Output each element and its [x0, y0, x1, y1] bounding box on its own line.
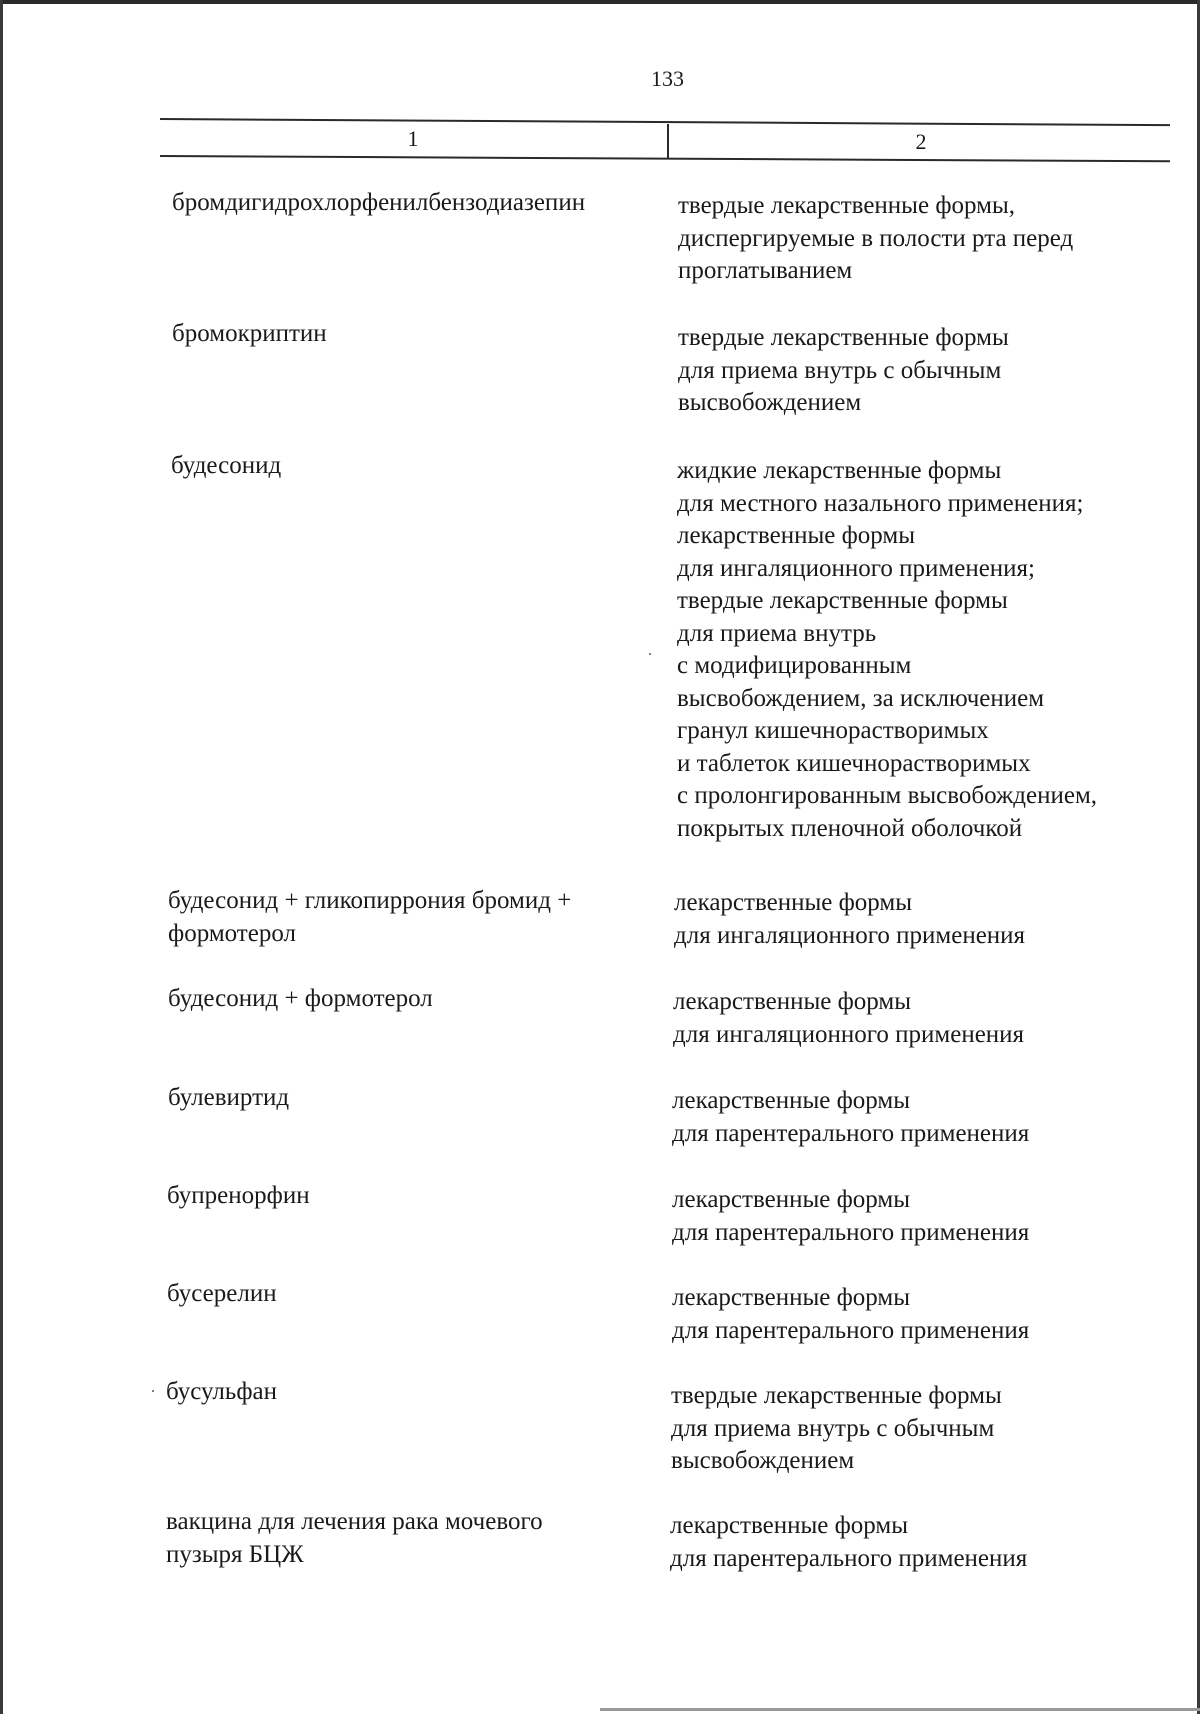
form-line: лекарственные формы [670, 1512, 909, 1539]
table-row-form [672, 1282, 1029, 1347]
table-row-name [166, 1506, 543, 1571]
form-line: для парентерального применения [672, 1119, 1030, 1147]
form-line: высвобождением [678, 389, 862, 416]
form-line: для парентерального применения [670, 1544, 1028, 1572]
name-line: вакцина для лечения рака мочевого [166, 1508, 543, 1535]
form-line: с пролонгированным высвобождением, [677, 782, 1098, 809]
scan-edge-top [0, 0, 1200, 4]
table-row-form [673, 986, 1024, 1051]
name-line: будесонид + гликопиррония бромид + [168, 887, 572, 914]
form-line: лекарственные формы [673, 988, 912, 1015]
table-row-form [678, 322, 1009, 420]
form-line: для местного назального применения; [677, 489, 1084, 517]
form-line: жидкие лекарственные формы [677, 457, 1002, 484]
table-row-form [677, 455, 1097, 845]
form-line: твердые лекарственные формы [671, 1382, 1002, 1409]
form-line: лекарственные формы [672, 1186, 911, 1213]
table-row-form [674, 887, 1025, 952]
table-row-name: бромокриптин [172, 320, 327, 347]
table-row-name: бупренорфин [167, 1182, 310, 1209]
table-row-form [672, 1085, 1029, 1150]
form-line: проглатыванием [678, 257, 853, 284]
table-row-name: бусульфан [166, 1378, 277, 1405]
form-line: твердые лекарственные формы [677, 587, 1008, 614]
table-row-name: бусерелин [167, 1280, 277, 1307]
form-line: покрытых пленочной оболочкой [677, 814, 1023, 842]
form-line: диспергируемые в полости рта перед [678, 224, 1074, 252]
form-line: твердые лекарственные формы, [678, 192, 1016, 219]
column-header-1: 1 [407, 126, 419, 151]
table-row-name: булевиртид [168, 1084, 290, 1111]
form-line: твердые лекарственные формы [678, 324, 1009, 351]
table-header-rule [160, 155, 1170, 162]
page-number: 133 [651, 66, 684, 91]
form-line: для ингаляционного применения [673, 1020, 1025, 1048]
scan-speck [152, 1390, 154, 1392]
table-row-name: бромдигидрохлорфенилбензодиазепин [172, 189, 586, 216]
form-line: лекарственные формы [674, 889, 913, 916]
table-row-name: будесонид [171, 452, 282, 479]
table-row-name: будесонид + формотерол [168, 985, 433, 1012]
scan-edge-bottom [600, 1708, 1200, 1711]
form-line: для ингаляционного применения; [677, 554, 1035, 582]
form-line: высвобождением [671, 1447, 855, 1474]
form-line: для приема внутрь с обычным [671, 1414, 995, 1442]
column-header-2: 2 [915, 129, 927, 154]
table-row-form [670, 1510, 1027, 1575]
form-line: с модифицированным [677, 652, 912, 679]
form-line: для парентерального применения [672, 1316, 1030, 1344]
table-row-form [671, 1380, 1002, 1478]
form-line: высвобождением, за исключением [677, 684, 1045, 712]
scan-edge-left [0, 0, 3, 1714]
name-line: пузыря БЦЖ [166, 1540, 304, 1568]
name-line: формотерол [168, 919, 296, 947]
form-line: гранул кишечнорастворимых [677, 717, 989, 744]
table-top-rule [160, 118, 1170, 126]
form-line: для приема внутрь с обычным [678, 356, 1002, 384]
scan-speck [649, 653, 651, 655]
table-row-form [678, 190, 1073, 288]
form-line: лекарственные формы [672, 1087, 911, 1114]
table-row-name [168, 885, 571, 950]
form-line: для приема внутрь [677, 619, 877, 647]
form-line: и таблеток кишечнорастворимых [677, 749, 1031, 777]
form-line: лекарственные формы [672, 1284, 911, 1311]
form-line: для парентерального применения [672, 1218, 1030, 1246]
form-line: для ингаляционного применения [674, 921, 1026, 949]
table-row-form [672, 1184, 1029, 1249]
form-line: лекарственные формы [677, 522, 916, 549]
